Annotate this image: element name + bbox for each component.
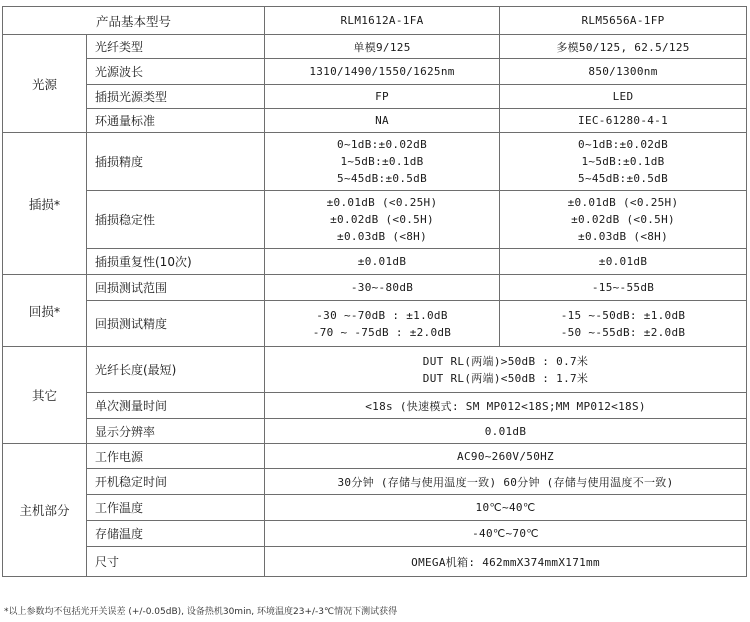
param-resolution: 显示分辨率: [87, 419, 265, 444]
param-single-time: 单次测量时间: [87, 393, 265, 419]
table-row: [3, 521, 747, 547]
value-line: 0~1dB:±0.02dB: [578, 138, 669, 151]
value-b: IEC-61280-4-1: [500, 109, 747, 133]
value-a: ±0.01dB: [265, 249, 500, 275]
param-rl-range: 回损测试范围: [87, 275, 265, 301]
param-il-repeatability: 插损重复性(10次): [87, 249, 265, 275]
value-line: ±0.02dB (<0.5H): [330, 213, 434, 226]
param-size: 尺寸: [87, 547, 265, 577]
table-row: [3, 249, 747, 275]
value-a: [265, 133, 500, 191]
table-row: [3, 59, 747, 85]
table-row: [3, 495, 747, 521]
param-warmup: 开机稳定时间: [87, 469, 265, 495]
param-wavelength: 光源波长: [87, 59, 265, 85]
table-row: [3, 444, 747, 469]
value-line: -15 ~-50dB: ±1.0dB: [560, 308, 686, 322]
param-il-stability: 插损稳定性: [87, 191, 265, 249]
value-a: NA: [265, 109, 500, 133]
value-a: [265, 191, 500, 249]
group-insertion-loss: 插损*: [3, 133, 87, 275]
value-line: ±0.02dB (<0.5H): [571, 213, 675, 226]
value-b: [500, 133, 747, 191]
table-row: [3, 469, 747, 495]
param-il-source-type: 插损光源类型: [87, 85, 265, 109]
value-line: ±0.01dB (<0.25H): [567, 196, 679, 209]
value-line: 1~5dB:±0.1dB: [581, 155, 665, 168]
value-merged: 0.01dB: [265, 419, 747, 444]
value-b: 850/1300nm: [500, 59, 747, 85]
table-row: [3, 191, 747, 249]
value-b: [500, 301, 747, 347]
value-a: FP: [265, 85, 500, 109]
param-power: 工作电源: [87, 444, 265, 469]
value-line: 5~45dB:±0.5dB: [337, 172, 428, 185]
table-row: [3, 275, 747, 301]
value-a: [265, 301, 500, 347]
param-encircled-flux: 环通量标准: [87, 109, 265, 133]
value-b: -15~-55dB: [500, 275, 747, 301]
table-row: [3, 547, 747, 577]
group-return-loss: 回损*: [3, 275, 87, 347]
value-line: DUT RL(两端)>50dB : 0.7米: [422, 354, 589, 368]
param-rl-accuracy: 回损测试精度: [87, 301, 265, 347]
param-storage-temp: 存储温度: [87, 521, 265, 547]
value-b: ±0.01dB: [500, 249, 747, 275]
model-b-header: RLM5656A-1FP: [500, 7, 747, 35]
group-host: 主机部分: [3, 444, 87, 577]
header-label: 产品基本型号: [3, 7, 265, 35]
value-a: 1310/1490/1550/1625nm: [265, 59, 500, 85]
table-row: [3, 301, 747, 347]
value-b: LED: [500, 85, 747, 109]
value-merged: AC90~260V/50HZ: [265, 444, 747, 469]
value-merged: 10℃~40℃: [265, 495, 747, 521]
param-fiber-length: 光纤长度(最短): [87, 347, 265, 393]
value-line: -70 ~ -75dB : ±2.0dB: [312, 325, 452, 339]
value-line: -50 ~-55dB: ±2.0dB: [560, 325, 686, 339]
value-line: 5~45dB:±0.5dB: [578, 172, 669, 185]
table-row: [3, 393, 747, 419]
value-b: 多模50/125, 62.5/125: [500, 35, 747, 59]
value-line: 0~1dB:±0.02dB: [337, 138, 428, 151]
value-merged: OMEGA机箱: 462mmX374mmX171mm: [265, 547, 747, 577]
header-row: [3, 7, 747, 35]
value-line: 1~5dB:±0.1dB: [340, 155, 424, 168]
table-row: [3, 347, 747, 393]
footnote: *以上参数均不包括光开关误差 (+/-0.05dB), 设备热机30min, 环境温度23+/-3℃情况下测试获得: [4, 607, 398, 617]
table-row: [3, 419, 747, 444]
table-row: [3, 35, 747, 59]
table-row: [3, 133, 747, 191]
value-line: ±0.01dB (<0.25H): [326, 196, 438, 209]
value-line: ±0.03dB (<8H): [337, 230, 428, 243]
value-merged: -40℃~70℃: [265, 521, 747, 547]
table-row: [3, 109, 747, 133]
param-fiber-type: 光纤类型: [87, 35, 265, 59]
value-line: DUT RL(两端)<50dB : 1.7米: [422, 371, 589, 385]
param-il-accuracy: 插损精度: [87, 133, 265, 191]
value-merged: 30分钟 (存储与使用温度一致) 60分钟 (存储与使用温度不一致): [265, 469, 747, 495]
table-row: [3, 85, 747, 109]
value-merged: [265, 347, 747, 393]
value-b: [500, 191, 747, 249]
value-line: ±0.03dB (<8H): [578, 230, 669, 243]
group-other: 其它: [3, 347, 87, 444]
value-merged: <18s (快速模式: SM MP012<18S;MM MP012<18S): [265, 393, 747, 419]
value-a: 单模9/125: [265, 35, 500, 59]
value-line: -30 ~-70dB : ±1.0dB: [316, 308, 448, 322]
param-op-temp: 工作温度: [87, 495, 265, 521]
spec-table: [2, 6, 747, 577]
model-a-header: RLM1612A-1FA: [265, 7, 500, 35]
group-light-source: 光源: [3, 35, 87, 133]
value-a: -30~-80dB: [265, 275, 500, 301]
